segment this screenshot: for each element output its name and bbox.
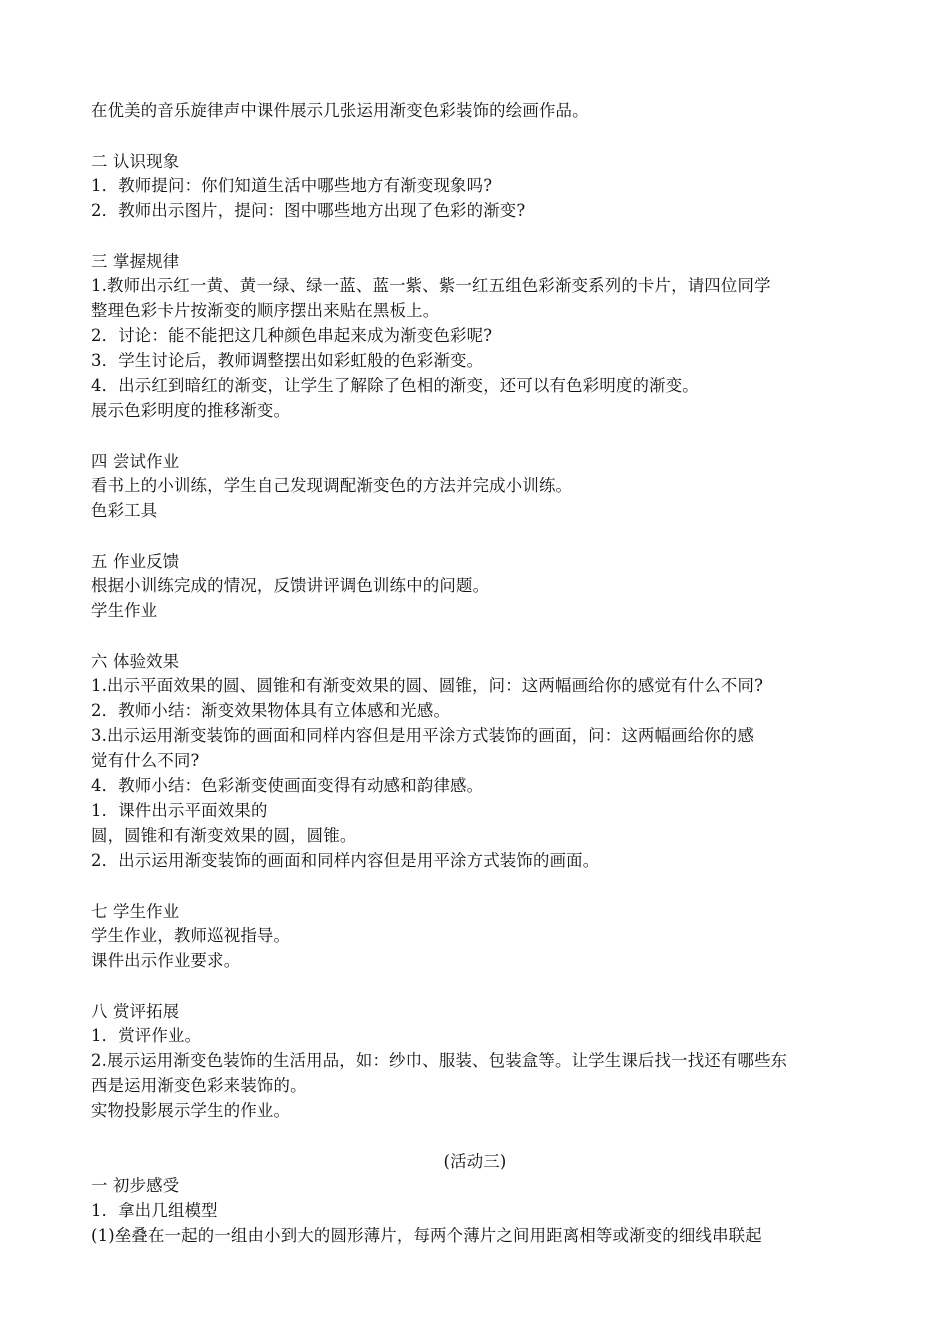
activity-3-item-1-sub: (1)垒叠在一起的一组由小到大的圆形薄片，每两个薄片之间用距离相等或渐变的细线串联起	[91, 1226, 762, 1245]
section-3-item-1-cont: 整理色彩卡片按渐变的顺序摆出来贴在黑板上。	[91, 301, 440, 320]
intro-line: 在优美的音乐旋律声中课件展示几张运用渐变色彩装饰的绘画作品。	[91, 101, 589, 120]
section-8-item-1: 1．赏评作业。	[91, 1026, 202, 1045]
activity-3-item-1: 1．拿出几组模型	[91, 1201, 218, 1220]
section-5-note: 学生作业	[91, 601, 158, 620]
section-8-note: 实物投影展示学生的作业。	[91, 1101, 291, 1120]
section-4-heading: 四 尝试作业	[91, 452, 180, 471]
section-2-item-2: 2．教师出示图片，提问：图中哪些地方出现了色彩的渐变?	[91, 201, 526, 220]
section-3-heading: 三 掌握规律	[91, 252, 180, 271]
section-5-text: 根据小训练完成的情况，反馈讲评调色训练中的问题。	[91, 576, 490, 595]
section-5-heading: 五 作业反馈	[91, 552, 180, 571]
activity-3-section-1-heading: 一 初步感受	[91, 1176, 180, 1195]
section-6-item-1: 1.出示平面效果的圆、圆锥和有渐变效果的圆、圆锥，问：这两幅画给你的感觉有什么不同?	[91, 676, 764, 695]
section-6-item-3: 3.出示运用渐变装饰的画面和同样内容但是用平涂方式装饰的画面，问：这两幅画给你的感	[91, 726, 755, 745]
section-6-heading: 六 体验效果	[91, 652, 180, 671]
section-3-item-3: 3．学生讨论后，教师调整摆出如彩虹般的色彩渐变。	[91, 351, 484, 370]
section-3-item-2: 2．讨论：能不能把这几种颜色串起来成为渐变色彩呢?	[91, 326, 493, 345]
activity-3-title: (活动三)	[443, 1152, 507, 1171]
section-6-item-4: 4．教师小结：色彩渐变使画面变得有动感和韵律感。	[91, 776, 484, 795]
section-3-item-1: 1.教师出示红一黄、黄一绿、绿一蓝、蓝一紫、紫一红五组色彩渐变系列的卡片，请四位同学	[91, 276, 771, 295]
section-3-note: 展示色彩明度的推移渐变。	[91, 401, 291, 420]
section-8-item-2-cont: 西是运用渐变色彩来装饰的。	[91, 1076, 307, 1095]
section-6-note-1: 1．课件出示平面效果的	[91, 801, 268, 820]
section-8-item-2: 2.展示运用渐变色装饰的生活用品，如：纱巾、服装、包装盒等。让学生课后找一找还有哪些东	[91, 1051, 788, 1070]
section-7-heading: 七 学生作业	[91, 902, 180, 921]
section-3-item-4: 4．出示红到暗红的渐变，让学生了解除了色相的渐变，还可以有色彩明度的渐变。	[91, 376, 699, 395]
section-6-item-2: 2．教师小结：渐变效果物体具有立体感和光感。	[91, 701, 451, 720]
section-7-note: 课件出示作业要求。	[91, 951, 241, 970]
section-2-item-1: 1．教师提问：你们知道生活中哪些地方有渐变现象吗?	[91, 176, 493, 195]
section-4-text: 看书上的小训练，学生自己发现调配渐变色的方法并完成小训练。	[91, 476, 573, 495]
section-2-heading: 二 认识现象	[91, 152, 180, 171]
section-6-note-2: 2．出示运用渐变装饰的画面和同样内容但是用平涂方式装饰的画面。	[91, 851, 600, 870]
section-4-note: 色彩工具	[91, 501, 158, 520]
section-8-heading: 八 赏评拓展	[91, 1002, 180, 1021]
section-6-note-1-cont: 圆，圆锥和有渐变效果的圆，圆锥。	[91, 826, 357, 845]
section-6-item-3-cont: 觉有什么不同?	[91, 751, 200, 770]
section-7-text: 学生作业，教师巡视指导。	[91, 926, 291, 945]
